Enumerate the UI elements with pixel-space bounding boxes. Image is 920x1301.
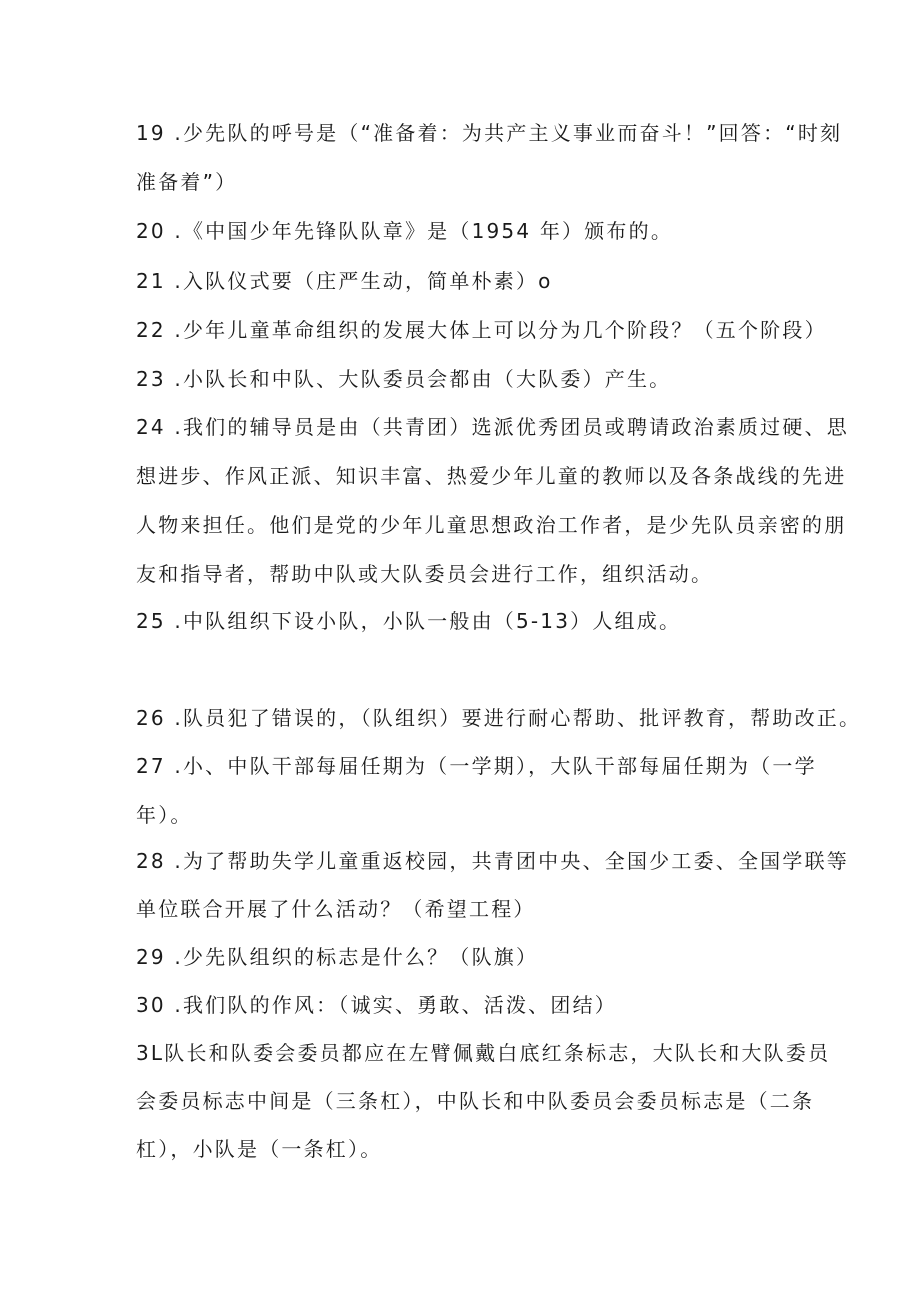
text-line-24d: 友和指导者，帮助中队或大队委员会进行工作，组织活动。: [136, 562, 714, 586]
text-line-21: 21 .入队仪式要（庄严生动，简单朴素）o: [136, 269, 553, 293]
text-line-27b: 年）。: [136, 803, 193, 827]
text-line-24c: 人物来担任。他们是党的少年儿童思想政治工作者，是少先队员亲密的朋: [136, 513, 847, 537]
text-line-19a: 19 .少先队的呼号是（“准备着：为共产主义事业而奋斗！”回答：“时刻: [136, 121, 843, 145]
text-line-20: 20 .《中国少年先锋队队章》是（1954 年）颁布的。: [136, 219, 674, 243]
text-line-28b: 单位联合开展了什么活动？（希望工程）: [136, 897, 536, 921]
text-line-25: 25 .中队组织下设小队，小队一般由（5-13）人组成。: [136, 609, 682, 633]
text-line-19b: 准备着”）: [136, 170, 238, 194]
text-line-31a: 3L队长和队委会委员都应在左臂佩戴白底红条标志，大队长和大队委员: [136, 1041, 831, 1065]
text-line-24b: 想进步、作风正派、知识丰富、热爱少年儿童的教师以及各条战线的先进: [136, 464, 847, 488]
text-line-30: 30 .我们队的作风：（诚实、勇敢、活泼、团结）: [136, 993, 617, 1017]
text-line-27a: 27 .小、中队干部每届任期为（一学期），大队干部每届任期为（一学: [136, 754, 817, 778]
text-line-31c: 杠），小队是（一条杠）。: [136, 1137, 383, 1161]
text-line-28a: 28 .为了帮助失学儿童重返校园，共青团中央、全国少工委、全国学联等: [136, 849, 849, 873]
text-line-22: 22 .少年儿童革命组织的发展大体上可以分为几个阶段？（五个阶段）: [136, 318, 827, 342]
text-line-26: 26 .队员犯了错误的，（队组织）要进行耐心帮助、批评教育，帮助改正。: [136, 706, 862, 730]
text-line-29: 29 .少先队组织的标志是什么？（队旗）: [136, 945, 539, 969]
text-line-31b: 会委员标志中间是（三条杠），中队长和中队委员会委员标志是（二条: [136, 1089, 815, 1113]
text-line-23: 23 .小队长和中队、大队委员会都由（大队委）产生。: [136, 367, 672, 391]
text-line-24a: 24 .我们的辅导员是由（共青团）选派优秀团员或聘请政治素质过硬、思: [136, 415, 849, 439]
